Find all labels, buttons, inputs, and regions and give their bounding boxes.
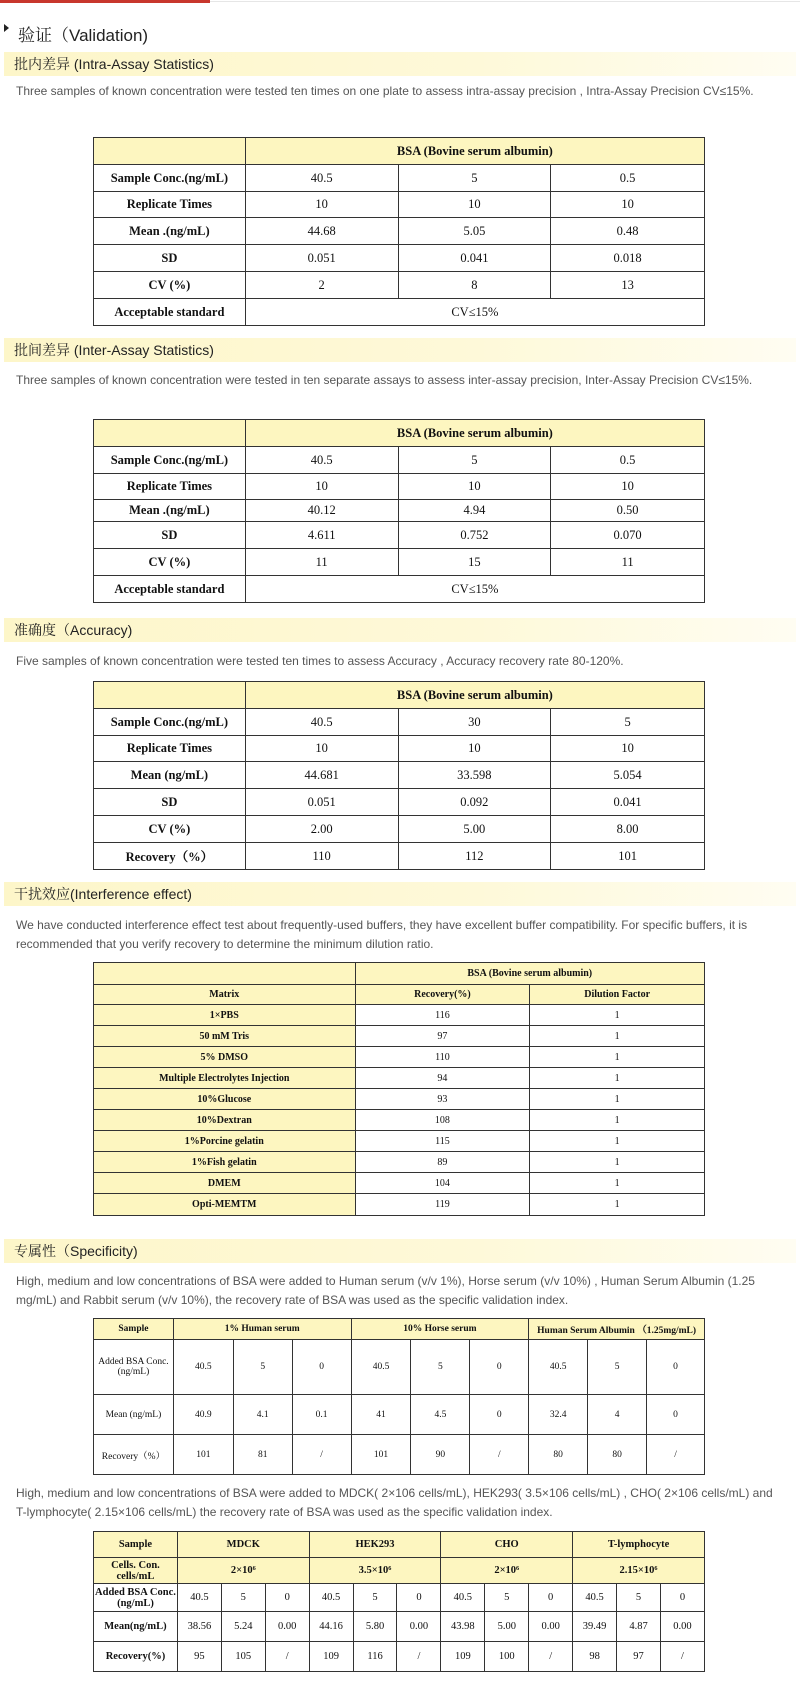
row-label: Replicate Times [94,192,246,218]
table-cell: 0.00 [265,1612,309,1642]
table-cell: 2.00 [245,816,398,843]
table-cell: 40.5 [351,1340,411,1395]
row-label: DMEM [94,1173,356,1194]
specificity-serum-table [93,1318,705,1475]
table-cell: 5 [398,447,551,474]
table-cell: 13 [551,272,705,299]
table-cell: CV≤15% [245,576,704,603]
row-label: Recovery（%） [94,1435,174,1475]
table-cell: 101 [173,1435,233,1475]
table-cell: 5.80 [353,1612,397,1642]
table-row [94,474,705,500]
table-cell: 116 [353,1642,397,1672]
table-cell: 5 [221,1584,265,1612]
row-label: 1%Porcine gelatin [94,1131,356,1152]
table-cell: 100 [485,1642,529,1672]
table-row [94,1194,705,1216]
table-cell: 112 [398,843,551,870]
table-cell: 5.054 [551,762,705,789]
table-cell: 0 [470,1395,529,1435]
table-row [94,789,705,816]
column-header-sample: Sample [94,1532,178,1558]
table-row [94,1068,705,1089]
table-cell: 97 [355,1026,530,1047]
table-cell: 95 [177,1642,221,1672]
table-cell: 0.00 [397,1612,441,1642]
table-row [94,549,705,576]
table-cell: 11 [551,549,705,576]
table-cell: 1 [530,1173,705,1194]
table-cell: 5.24 [221,1612,265,1642]
table-cell: 0.00 [660,1612,704,1642]
table-row [94,1435,705,1475]
table-cell: 0 [292,1340,351,1395]
bullet-triangle-icon [4,24,9,32]
table-row [94,1584,705,1612]
intra-assay-description: Three samples of known concentration were tested ten times on one plate to assess intra-assay precision , Intra-Assay Precision CV≤15%. [16,84,754,98]
table-cell: 40.5 [177,1584,221,1612]
table-cell: 5.05 [398,218,551,245]
table-cell: 10 [245,192,398,218]
table-cell: 10 [551,736,705,762]
table-cell: 0.1 [292,1395,351,1435]
row-label: 1×PBS [94,1005,356,1026]
column-header-matrix: Matrix [94,985,356,1005]
table-cell: 40.5 [245,447,398,474]
table-row [94,1110,705,1131]
table-row [94,500,705,522]
table-cell [94,963,356,985]
table-cell: / [265,1642,309,1672]
table-cell: 0 [647,1395,705,1435]
table-cell: 10 [245,736,398,762]
table-header: BSA (Bovine serum albumin) [355,963,704,985]
row-label: Replicate Times [94,736,246,762]
group-header: T-lymphocyte [573,1532,705,1558]
column-header-sample: Sample [94,1319,174,1340]
table-row [94,1558,705,1584]
table-header: BSA (Bovine serum albumin) [245,682,704,709]
row-label: 1%Fish gelatin [94,1152,356,1173]
table-cell: / [397,1642,441,1672]
table-cell: 89 [355,1152,530,1173]
table-cell: 0.041 [398,245,551,272]
table-cell: 5.00 [485,1612,529,1642]
table-cell: 40.5 [441,1584,485,1612]
table-cell: 0 [529,1584,573,1612]
row-label: CV (%) [94,816,246,843]
table-cell: 0.48 [551,218,705,245]
table-row [94,165,705,192]
table-cell: 5 [617,1584,661,1612]
table-cell: 119 [355,1194,530,1216]
row-label: 10%Dextran [94,1110,356,1131]
table-cell: 2.15×10⁶ [573,1558,705,1584]
table-cell: 98 [573,1642,617,1672]
table-row [94,192,705,218]
table-cell: 1 [530,1068,705,1089]
table-row [94,762,705,789]
row-label: SD [94,245,246,272]
table-cell: / [647,1435,705,1475]
table-cell: 5 [233,1340,292,1395]
row-label: SD [94,522,246,549]
table-cell: 0.092 [398,789,551,816]
table-row [94,1026,705,1047]
table-cell: 1 [530,1089,705,1110]
row-label: SD [94,789,246,816]
table-row [94,1152,705,1173]
table-cell: 94 [355,1068,530,1089]
group-header: 1% Human serum [173,1319,351,1340]
table-cell: 10 [551,192,705,218]
section-heading-inter-assay: 批间差异 (Inter-Assay Statistics) [4,338,796,362]
table-cell: / [660,1642,704,1672]
table-cell: 10 [245,474,398,500]
row-label: Sample Conc.(ng/mL) [94,165,246,192]
inter-assay-table [93,419,705,603]
table-cell: 0.752 [398,522,551,549]
table-cell: 0.051 [245,789,398,816]
row-label: Mean (ng/mL) [94,762,246,789]
table-cell: 5 [485,1584,529,1612]
table-cell: 40.5 [529,1340,588,1395]
table-cell: 4 [588,1395,647,1435]
specificity-cells-table [93,1531,705,1672]
table-row [94,1131,705,1152]
table-cell: 40.5 [573,1584,617,1612]
specificity-description-cells: High, medium and low concentrations of BSA were added to MDCK( 2×106 cells/mL), HEK293( 3.5×106 cells/mL) , CHO( 2×106 cells/mL) and T-lymphocyte( 2.15×106 cells/mL) the recovery rate of BSA was used as the specific validation index. [16,1486,773,1519]
row-label: Mean (ng/mL) [94,1395,174,1435]
table-cell: 101 [351,1435,411,1475]
table-cell: 109 [441,1642,485,1672]
table-cell: 97 [617,1642,661,1672]
table-cell: 5 [551,709,705,736]
table-cell: 1 [530,1026,705,1047]
table-cell: 40.9 [173,1395,233,1435]
table-row [94,218,705,245]
table-cell: 40.5 [245,165,398,192]
row-label: CV (%) [94,549,246,576]
table-row [94,576,705,603]
table-cell: 0 [265,1584,309,1612]
table-cell: 44.681 [245,762,398,789]
row-label: Opti-MEMTM [94,1194,356,1216]
row-label: Added BSA Conc.(ng/mL) [94,1340,174,1395]
inter-assay-description: Three samples of known concentration were tested in ten separate assays to assess inter-assay precision, Inter-Assay Precision CV≤15%. [16,373,753,387]
table-cell: 5 [411,1340,470,1395]
table-cell: 0.051 [245,245,398,272]
row-label: Mean(ng/mL) [94,1612,178,1642]
table-cell: 3.5×10⁶ [309,1558,441,1584]
table-row [94,1642,705,1672]
table-row [94,1340,705,1395]
table-cell: / [292,1435,351,1475]
table-row [94,816,705,843]
table-cell: 15 [398,549,551,576]
table-cell: 4.611 [245,522,398,549]
row-label: Recovery(%) [94,1642,178,1672]
table-cell: 0 [470,1340,529,1395]
row-label: CV (%) [94,272,246,299]
table-cell: 80 [588,1435,647,1475]
table-cell: 10 [551,474,705,500]
table-cell: / [470,1435,529,1475]
table-row [94,1395,705,1435]
row-label: Acceptable standard [94,299,246,326]
table-row [94,1005,705,1026]
table-cell: 105 [221,1642,265,1672]
table-cell: 5 [353,1584,397,1612]
table-row [94,447,705,474]
table-cell: 0.00 [529,1612,573,1642]
table-cell: 4.5 [411,1395,470,1435]
table-cell: 5 [398,165,551,192]
table-cell: 104 [355,1173,530,1194]
table-cell: 41 [351,1395,411,1435]
table-cell: 90 [411,1435,470,1475]
table-cell: 2 [245,272,398,299]
top-accent-line [0,0,210,3]
row-label: Mean .(ng/mL) [94,218,246,245]
table-cell: 10 [398,192,551,218]
table-cell [94,138,246,165]
table-cell: 0 [397,1584,441,1612]
row-label: 5% DMSO [94,1047,356,1068]
column-header-recovery: Recovery(%) [355,985,530,1005]
group-header: CHO [441,1532,573,1558]
table-cell: 0.041 [551,789,705,816]
table-header: BSA (Bovine serum albumin) [245,138,704,165]
table-cell: 43.98 [441,1612,485,1642]
table-cell: 1 [530,1047,705,1068]
accuracy-table [93,681,705,870]
table-cell: 32.4 [529,1395,588,1435]
table-cell [94,420,246,447]
specificity-description-serum: High, medium and low concentrations of BSA were added to Human serum (v/v 1%), Horse serum (v/v 10%) , Human Serum Albumin (1.25 mg/mL) and Rabbit serum (v/v 10%), the recovery rate of BSA was used as the specific validation index. [16,1274,755,1307]
table-row [94,1612,705,1642]
page-title [4,20,148,46]
table-row [94,843,705,870]
table-cell: 8 [398,272,551,299]
row-label: Mean .(ng/mL) [94,500,246,522]
interference-description: We have conducted interference effect test about frequently-used buffers, they have excellent buffer compatibility. For specific buffers, it is recommended that you verify recovery to determine the minimum dilution ratio. [16,918,748,951]
row-label: 50 mM Tris [94,1026,356,1047]
group-header: HEK293 [309,1532,441,1558]
column-header-dilution: Dilution Factor [530,985,705,1005]
table-cell: 5 [588,1340,647,1395]
table-row [94,709,705,736]
top-divider [210,1,800,2]
table-cell: 1 [530,1194,705,1216]
section-heading-specificity: 专属性（Specificity) [4,1239,796,1263]
table-cell: 80 [529,1435,588,1475]
table-cell: 4.94 [398,500,551,522]
table-cell: 40.5 [309,1584,353,1612]
interference-table [93,962,705,1216]
row-label: 10%Glucose [94,1089,356,1110]
table-cell: 11 [245,549,398,576]
row-label: Multiple Electrolytes Injection [94,1068,356,1089]
table-cell: 2×10⁶ [177,1558,309,1584]
table-cell: 0.50 [551,500,705,522]
table-cell: / [529,1642,573,1672]
table-cell: 44.16 [309,1612,353,1642]
table-cell: 10 [398,474,551,500]
table-cell: 5.00 [398,816,551,843]
table-cell: 30 [398,709,551,736]
table-row [94,272,705,299]
table-cell: 93 [355,1089,530,1110]
table-cell: 33.598 [398,762,551,789]
table-cell: CV≤15% [245,299,704,326]
table-header: BSA (Bovine serum albumin) [245,420,704,447]
row-label: Cells. Con. cells/mL [94,1558,178,1584]
table-cell [94,682,246,709]
row-label: Added BSA Conc.(ng/mL) [94,1584,178,1612]
table-cell: 0 [660,1584,704,1612]
table-cell: 8.00 [551,816,705,843]
intra-assay-table [93,137,705,326]
table-row [94,1173,705,1194]
table-cell: 40.5 [173,1340,233,1395]
table-row [94,245,705,272]
row-label: Replicate Times [94,474,246,500]
table-cell: 0.5 [551,165,705,192]
group-header: 10% Horse serum [351,1319,529,1340]
table-cell: 116 [355,1005,530,1026]
section-heading-intra-assay: 批内差异 (Intra-Assay Statistics) [4,52,796,76]
table-cell: 81 [233,1435,292,1475]
table-cell: 39.49 [573,1612,617,1642]
row-label: Recovery（%） [94,843,246,870]
row-label: Sample Conc.(ng/mL) [94,709,246,736]
page-title-text: 验证（Validation) [18,25,149,45]
table-row [94,1089,705,1110]
table-cell: 101 [551,843,705,870]
table-cell: 44.68 [245,218,398,245]
table-cell: 109 [309,1642,353,1672]
table-cell: 110 [245,843,398,870]
group-header: Human Serum Albumin （1.25mg/mL) [529,1319,705,1340]
table-cell: 0.5 [551,447,705,474]
table-cell: 1 [530,1152,705,1173]
table-cell: 1 [530,1131,705,1152]
table-row [94,736,705,762]
table-row [94,522,705,549]
table-cell: 110 [355,1047,530,1068]
row-label: Acceptable standard [94,576,246,603]
accuracy-description: Five samples of known concentration were tested ten times to assess Accuracy , Accuracy recovery rate 80-120%. [16,654,624,668]
table-cell: 38.56 [177,1612,221,1642]
table-cell: 10 [398,736,551,762]
table-cell: 0 [647,1340,705,1395]
table-cell: 1 [530,1005,705,1026]
table-cell: 1 [530,1110,705,1131]
table-row [94,1047,705,1068]
section-heading-interference: 干扰效应(Interference effect) [4,882,796,906]
table-cell: 108 [355,1110,530,1131]
table-cell: 0.018 [551,245,705,272]
table-cell: 4.1 [233,1395,292,1435]
table-row [94,299,705,326]
section-heading-accuracy: 准确度（Accuracy) [4,618,796,642]
table-cell: 0.070 [551,522,705,549]
table-cell: 2×10⁶ [441,1558,573,1584]
table-cell: 4.87 [617,1612,661,1642]
table-cell: 40.5 [245,709,398,736]
table-cell: 40.12 [245,500,398,522]
group-header: MDCK [177,1532,309,1558]
row-label: Sample Conc.(ng/mL) [94,447,246,474]
table-cell: 115 [355,1131,530,1152]
